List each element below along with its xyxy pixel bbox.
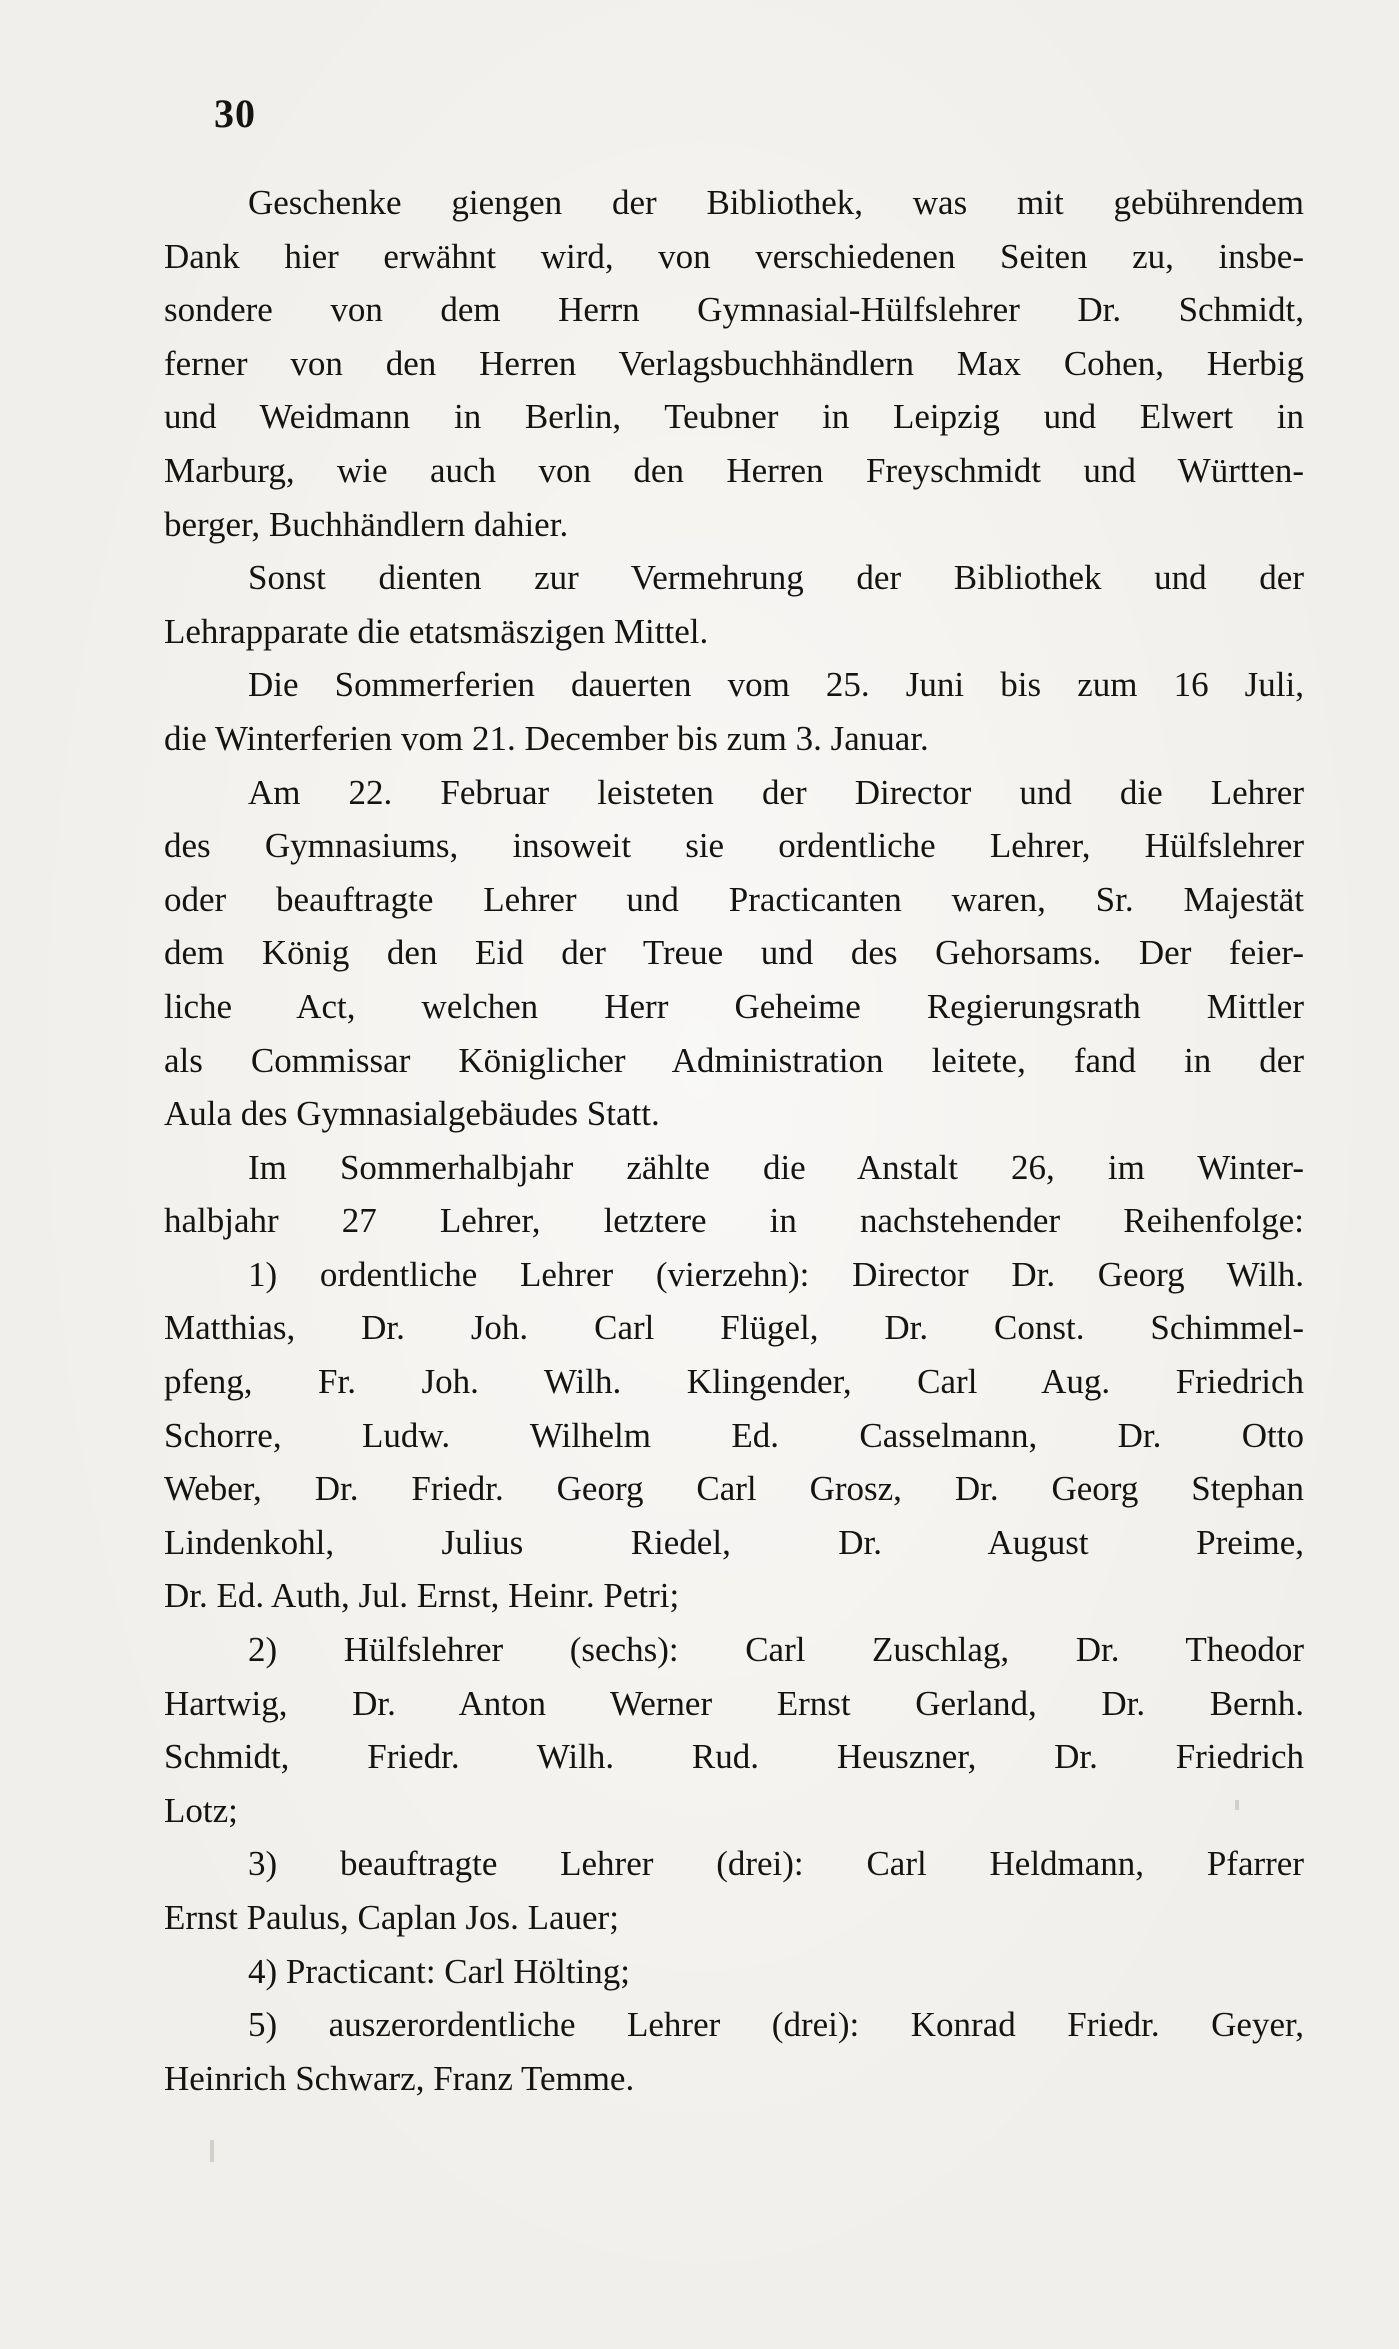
text-line: 5) auszerordentliche Lehrer (drei): Konrad Friedr. Geyer, (248, 2005, 1304, 2045)
text-line: Lindenkohl, Julius Riedel, Dr. August Preime, (164, 1522, 1304, 1562)
text-line: 3) beauftragte Lehrer (drei): Carl Heldmann, Pfarrer (248, 1844, 1304, 1884)
text-line: 4) Practicant: Carl Hölting; (248, 1951, 630, 1991)
text-line: Marburg, wie auch von den Herren Freyschmidt und Württen- (164, 450, 1304, 490)
text-line: des Gymnasiums, insoweit sie ordentliche Lehrer, Hülfslehrer (164, 826, 1304, 866)
text-line: als Commissar Königlicher Administration leitete, fand in der (164, 1040, 1304, 1080)
text-line: die Winterferien vom 21. December bis zum 3. Januar. (164, 718, 929, 758)
text-line: Ernst Paulus, Caplan Jos. Lauer; (164, 1898, 619, 1937)
text-line: Am 22. Februar leisteten der Director und die Lehrer (248, 772, 1304, 812)
text-line: Schorre, Ludw. Wilhelm Ed. Casselmann, Dr. Otto (164, 1415, 1304, 1455)
text-line: Geschenke giengen der Bibliothek, was mit gebührendem (248, 183, 1304, 222)
text-line: Dr. Ed. Auth, Jul. Ernst, Heinr. Petri; (164, 1576, 680, 1616)
body-text (164, 176, 1304, 2105)
text-line: oder beauftragte Lehrer und Practicanten waren, Sr. Majestät (164, 879, 1304, 919)
text-line: dem König den Eid der Treue und des Gehorsams. Der feier- (164, 933, 1304, 973)
text-line: berger, Buchhändlern dahier. (164, 504, 569, 544)
text-line: Dank hier erwähnt wird, von verschiedenen Seiten zu, insbe- (164, 236, 1304, 276)
text-line: sondere von dem Herrn Gymnasial-Hülfslehrer Dr. Schmidt, (164, 290, 1304, 330)
text-line: Im Sommerhalbjahr zählte die Anstalt 26, im Winter- (248, 1147, 1304, 1187)
text-line: und Weidmann in Berlin, Teubner in Leipzig und Elwert in (164, 397, 1304, 437)
page-number: 30 (214, 91, 256, 136)
text-line: Die Sommerferien dauerten vom 25. Juni bis zum 16 Juli, (248, 665, 1304, 705)
text-line: Lehrapparate die etatsmäszigen Mittel. (164, 611, 709, 651)
scan-speck (210, 2140, 214, 2162)
text-line: liche Act, welchen Herr Geheime Regierungsrath Mittler (164, 986, 1304, 1026)
text-line: Aula des Gymnasialgebäudes Statt. (164, 1094, 660, 1134)
text-line: Hartwig, Dr. Anton Werner Ernst Gerland, Dr. Bernh. (164, 1683, 1304, 1723)
text-line: Weber, Dr. Friedr. Georg Carl Grosz, Dr. Georg Stephan (164, 1469, 1304, 1509)
text-line: ferner von den Herren Verlagsbuchhändlern Max Cohen, Herbig (164, 343, 1304, 383)
text-line: 1) ordentliche Lehrer (vierzehn): Director Dr. Georg Wilh. (248, 1254, 1304, 1294)
text-line: halbjahr 27 Lehrer, letztere in nachstehender Reihenfolge: (164, 1201, 1304, 1241)
text-line: Lotz; (164, 1790, 238, 1830)
text-line: pfeng, Fr. Joh. Wilh. Klingender, Carl Aug. Friedrich (164, 1362, 1304, 1402)
text-line: Heinrich Schwarz, Franz Temme. (164, 2058, 635, 2098)
text-line: Matthias, Dr. Joh. Carl Flügel, Dr. Const. Schimmel- (164, 1308, 1304, 1348)
text-line: 2) Hülfslehrer (sechs): Carl Zuschlag, Dr. Theodor (248, 1630, 1304, 1670)
text-line: Schmidt, Friedr. Wilh. Rud. Heuszner, Dr. Friedrich (164, 1737, 1304, 1777)
text-line: Sonst dienten zur Vermehrung der Bibliothek und der (248, 558, 1304, 598)
scan-speck (1235, 1800, 1239, 1810)
